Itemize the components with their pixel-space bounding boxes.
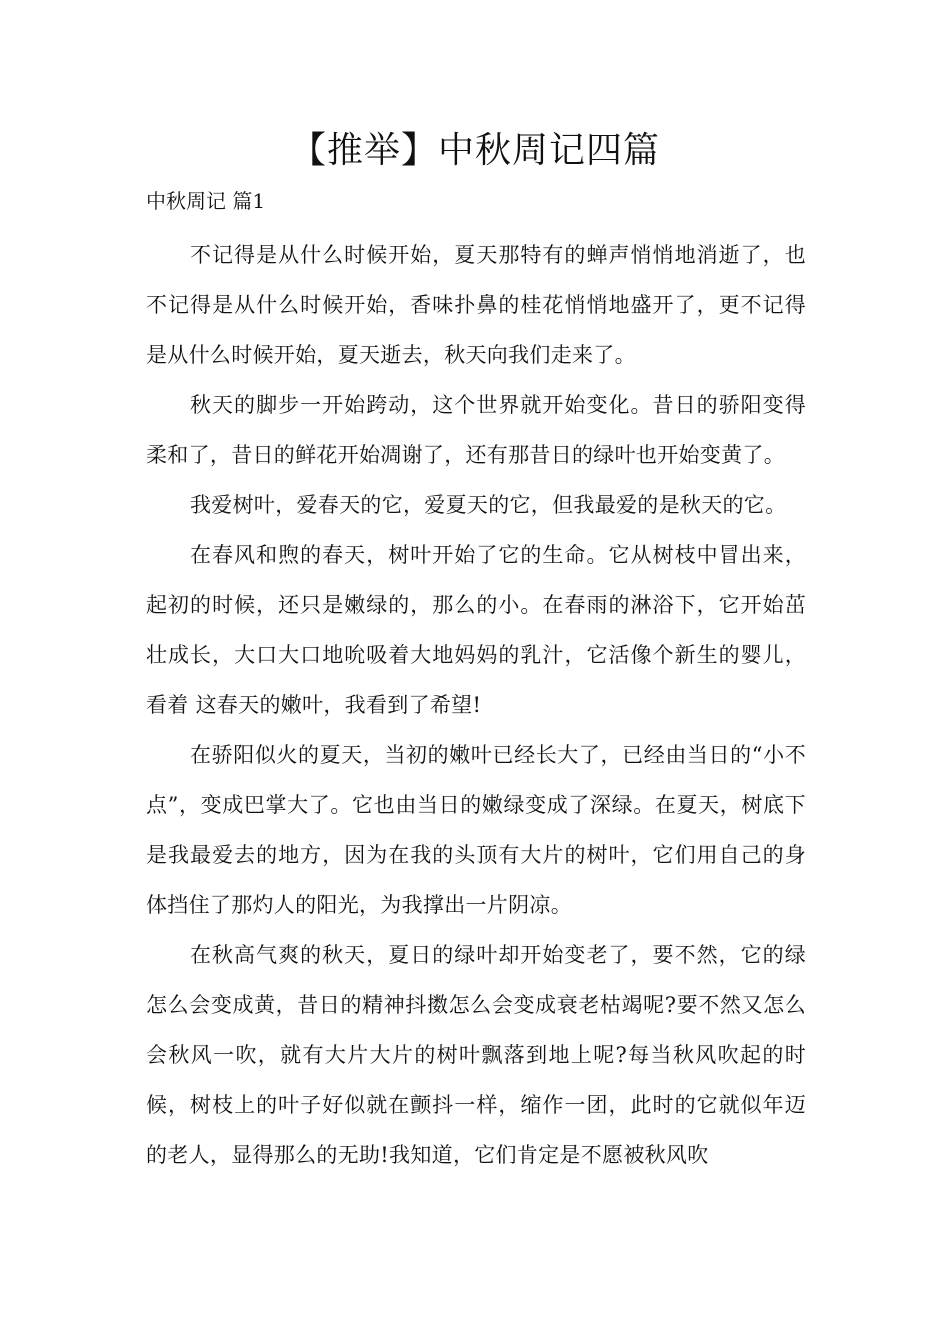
document-title: 【推举】中秋周记四篇 (289, 130, 660, 171)
paragraph: 在骄阳似火的夏天，当初的嫩叶已经长大了，已经由当日的“小不点”，变成巴掌大了。它也由当日的嫩绿变成了深绿。在夏天，树底下是我最爱去的地方，因为在我的头顶有大片的树叶，它们用自己的身体挡住了那灼人的阳光，为我撑出一片阴凉。 (146, 743, 806, 917)
paragraph: 秋天的脚步一开始跨动，这个世界就开始变化。昔日的骄阳变得柔和了，昔日的鲜花开始凋谢了，还有那昔日的绿叶也开始变黄了。 (146, 393, 806, 467)
section-heading: 中秋周记 篇1 (146, 189, 266, 213)
document-body (146, 230, 806, 1180)
paragraph: 在春风和煦的春天，树叶开始了它的生命。它从树枝中冒出来，起初的时候，还只是嫩绿的，那么的小。在春雨的淋浴下，它开始茁壮成长，大口大口地吮吸着大地妈妈的乳汁，它活像个新生的婴儿，看着 这春天的嫩叶，我看到了希望! (146, 543, 806, 717)
paragraph: 不记得是从什么时候开始，夏天那特有的蝉声悄悄地消逝了，也不记得是从什么时候开始，香味扑鼻的桂花悄悄地盛开了，更不记得是从什么时候开始，夏天逝去，秋天向我们走来了。 (146, 243, 806, 367)
paragraph: 我爱树叶，爱春天的它，爱夏天的它，但我最爱的是秋天的它。 (190, 493, 787, 517)
paragraph: 在秋高气爽的秋天，夏日的绿叶却开始变老了，要不然，它的绿怎么会变成黄，昔日的精神抖擞怎么会变成衰老枯竭呢?要不然又怎么会秋风一吹，就有大片大片的树叶飘落到地上呢?每当秋风吹起的时候，树枝上的叶子好似就在颤抖一样，缩作一团，此时的它就似年迈的老人，显得那么的无助!我知道，它们肯定是不愿被秋风吹 (146, 943, 806, 1167)
